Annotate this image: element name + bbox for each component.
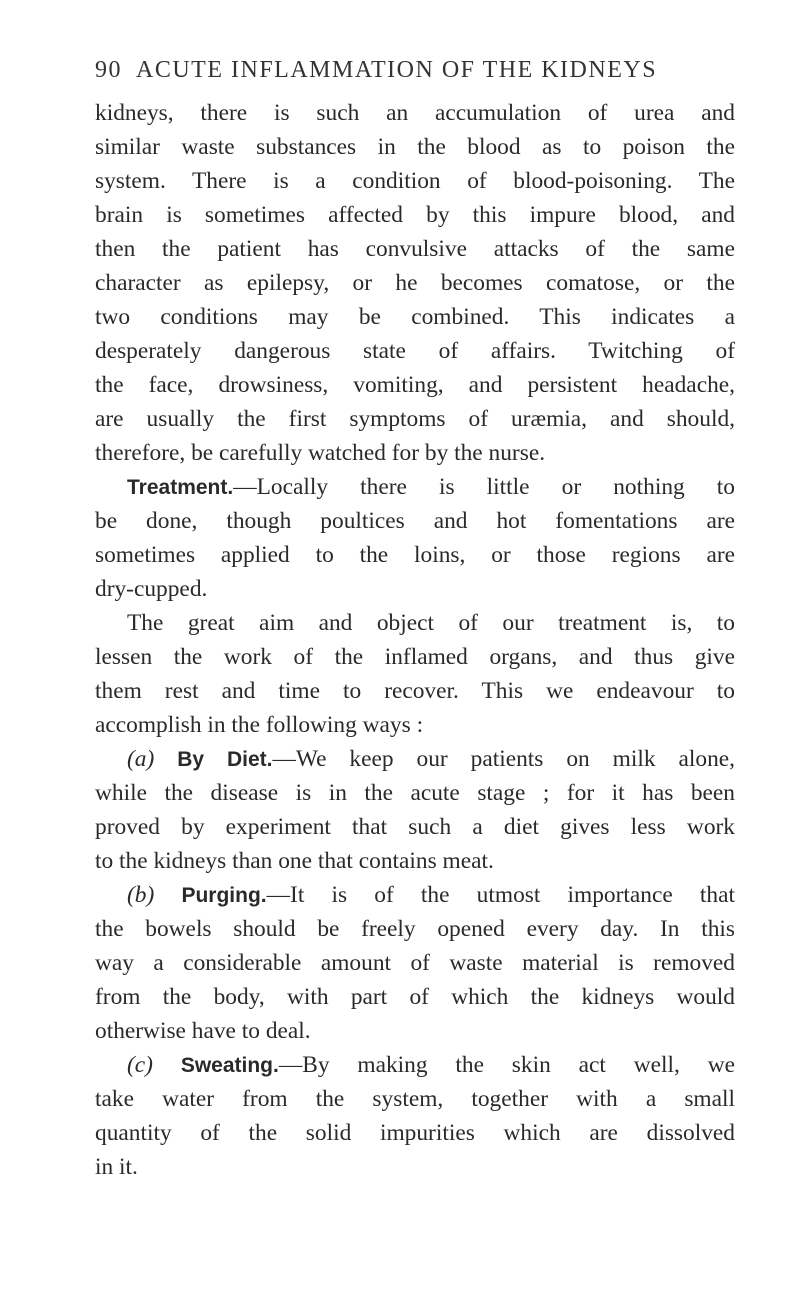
page-number: 90	[95, 57, 122, 83]
list-marker: (c)	[127, 1052, 153, 1078]
text-line: kidneys, there is such an accumulation of urea and	[95, 100, 735, 126]
sweating-paragraph-start	[95, 1048, 735, 1082]
text-line: The great aim and object of our treatment is, to	[127, 610, 735, 636]
text-line: take water from the system, together with a small	[95, 1086, 735, 1112]
text-line: proved by experiment that such a diet gives less work	[95, 814, 735, 840]
purging-paragraph-start	[95, 878, 735, 912]
text-line: therefore, be carefully watched for by the nurse.	[95, 440, 546, 466]
text-line: in it.	[95, 1154, 138, 1180]
text-line: dry-cupped.	[95, 576, 208, 602]
text-line: lessen the work of the inflamed organs, and thus give	[95, 644, 735, 670]
text-line: —By making the skin act well, we	[278, 1052, 735, 1078]
text-line: character as epilepsy, or he becomes comatose, or the	[95, 270, 735, 296]
text-line: to the kidneys than one that contains meat.	[95, 848, 494, 874]
sweating-heading: Sweating.	[180, 1054, 279, 1077]
text-line: two conditions may be combined. This indicates a	[95, 304, 735, 330]
running-title: ACUTE INFLAMMATION OF THE KIDNEYS	[136, 57, 658, 83]
text-line: be done, though poultices and hot fomentations are	[95, 508, 735, 534]
text-line: quantity of the solid impurities which are dissolved	[95, 1120, 735, 1146]
text-line: brain is sometimes affected by this impure blood, and	[95, 202, 735, 228]
purging-heading: Purging.	[181, 884, 267, 907]
list-marker: (a)	[127, 746, 155, 772]
text-line: way a considerable amount of waste material is removed	[95, 950, 735, 976]
text-line: accomplish in the following ways :	[95, 712, 424, 738]
text-line: are usually the first symptoms of uræmia, and should,	[95, 406, 735, 432]
running-head	[95, 55, 735, 85]
text-line: sometimes applied to the loins, or those regions are	[95, 542, 735, 568]
treatment-heading: Treatment.	[127, 476, 234, 499]
body-text	[95, 96, 735, 1184]
text-line: similar waste substances in the blood as to poison the	[95, 134, 735, 160]
list-marker: (b)	[127, 882, 155, 908]
diet-paragraph-start	[95, 742, 735, 776]
text-line: the bowels should be freely opened every day. In this	[95, 916, 735, 942]
text-line: —Locally there is little or nothing to	[233, 474, 735, 500]
text-line: system. There is a condition of blood-poisoning. The	[95, 168, 735, 194]
text-line: desperately dangerous state of affairs. Twitching of	[95, 338, 735, 364]
text-line: then the patient has convulsive attacks of the same	[95, 236, 735, 262]
text-line: from the body, with part of which the kidneys would	[95, 984, 735, 1010]
text-line: the face, drowsiness, vomiting, and persistent headache,	[95, 372, 735, 398]
text-line: while the disease is in the acute stage ; for it has been	[95, 780, 735, 806]
treatment-paragraph-start	[95, 470, 735, 504]
text-line: —We keep our patients on milk alone,	[272, 746, 735, 772]
diet-heading: By Diet.	[177, 748, 273, 771]
text-line: otherwise have to deal.	[95, 1018, 311, 1044]
text-line: —It is of the utmost importance that	[266, 882, 735, 908]
text-line: them rest and time to recover. This we endeavour to	[95, 678, 735, 704]
